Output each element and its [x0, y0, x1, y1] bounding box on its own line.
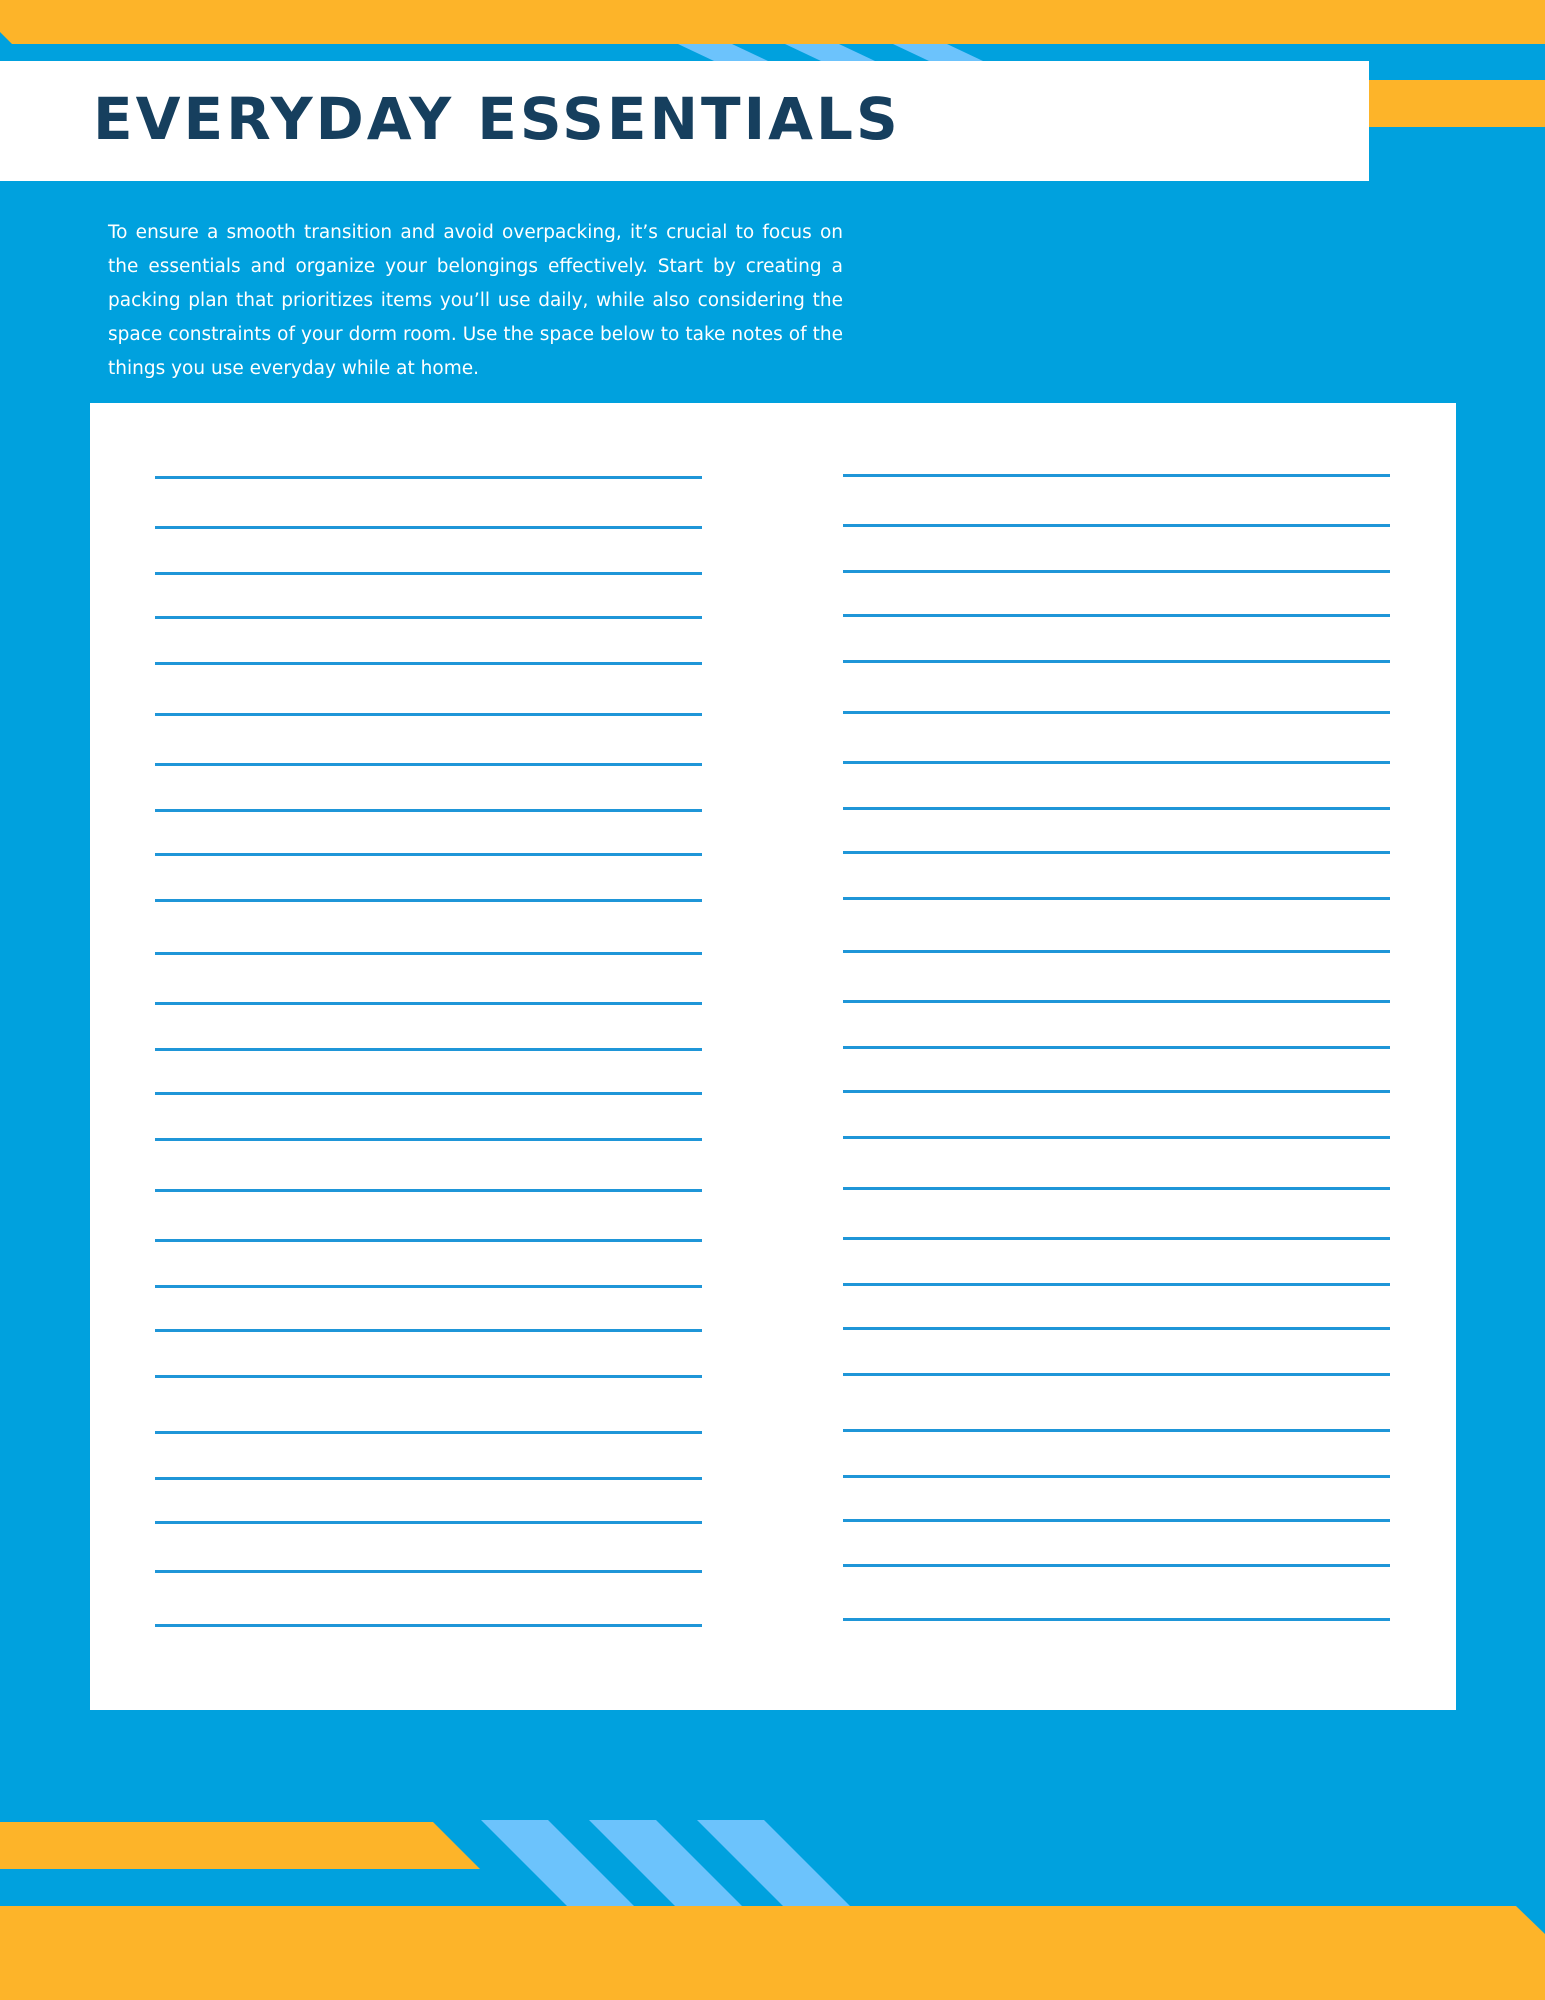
note-line-left-10[interactable]	[155, 899, 702, 902]
note-line-left-20[interactable]	[155, 1375, 702, 1378]
note-line-left-24[interactable]	[155, 1570, 702, 1573]
note-line-left-9[interactable]	[155, 853, 702, 856]
note-line-right-13[interactable]	[843, 1046, 1390, 1049]
note-line-left-12[interactable]	[155, 1002, 702, 1005]
note-line-left-22[interactable]	[155, 1477, 702, 1480]
note-line-left-4[interactable]	[155, 616, 702, 619]
note-line-right-1[interactable]	[843, 474, 1390, 477]
note-line-right-24[interactable]	[843, 1564, 1390, 1567]
note-line-right-7[interactable]	[843, 761, 1390, 764]
note-line-left-1[interactable]	[155, 476, 702, 479]
note-line-left-8[interactable]	[155, 809, 702, 812]
note-line-left-21[interactable]	[155, 1431, 702, 1434]
note-line-right-19[interactable]	[843, 1327, 1390, 1330]
notes-panel	[90, 403, 1456, 1710]
bottom-left-orange-bar	[0, 1822, 480, 1869]
note-line-left-2[interactable]	[155, 526, 702, 529]
note-line-left-3[interactable]	[155, 572, 702, 575]
note-line-right-12[interactable]	[843, 1000, 1390, 1003]
top-right-orange-bar	[1369, 80, 1545, 127]
top-stripe-2	[785, 44, 875, 61]
note-line-left-13[interactable]	[155, 1048, 702, 1051]
bottom-orange-band	[0, 1906, 1545, 2000]
note-line-right-23[interactable]	[843, 1519, 1390, 1522]
note-line-right-6[interactable]	[843, 711, 1390, 714]
note-line-right-16[interactable]	[843, 1187, 1390, 1190]
note-line-left-16[interactable]	[155, 1189, 702, 1192]
note-line-left-7[interactable]	[155, 763, 702, 766]
note-line-right-15[interactable]	[843, 1136, 1390, 1139]
note-line-right-22[interactable]	[843, 1475, 1390, 1478]
note-line-right-20[interactable]	[843, 1373, 1390, 1376]
note-line-right-8[interactable]	[843, 807, 1390, 810]
note-line-left-6[interactable]	[155, 713, 702, 716]
note-line-left-18[interactable]	[155, 1285, 702, 1288]
top-stripe-3	[893, 44, 983, 61]
note-line-right-14[interactable]	[843, 1090, 1390, 1093]
note-line-right-4[interactable]	[843, 614, 1390, 617]
page-title: EVERYDAY ESSENTIALS	[93, 85, 901, 153]
top-stripe-1	[678, 44, 768, 61]
note-line-right-3[interactable]	[843, 570, 1390, 573]
note-line-right-18[interactable]	[843, 1283, 1390, 1286]
note-line-right-9[interactable]	[843, 851, 1390, 854]
note-line-left-25[interactable]	[155, 1624, 702, 1627]
note-line-left-5[interactable]	[155, 662, 702, 665]
note-line-right-25[interactable]	[843, 1618, 1390, 1621]
note-line-left-19[interactable]	[155, 1329, 702, 1332]
note-line-right-21[interactable]	[843, 1429, 1390, 1432]
note-line-right-5[interactable]	[843, 660, 1390, 663]
note-line-right-10[interactable]	[843, 897, 1390, 900]
note-line-left-17[interactable]	[155, 1239, 702, 1242]
note-line-right-11[interactable]	[843, 950, 1390, 953]
top-orange-band	[0, 0, 1545, 44]
note-line-left-23[interactable]	[155, 1521, 702, 1524]
note-line-left-14[interactable]	[155, 1092, 702, 1095]
note-line-right-17[interactable]	[843, 1237, 1390, 1240]
note-line-left-11[interactable]	[155, 952, 702, 955]
note-line-right-2[interactable]	[843, 524, 1390, 527]
intro-paragraph: To ensure a smooth transition and avoid overpacking, it’s crucial to focus on the essentials and organize your belongings effectively. Start by creating a packing plan that prioritizes items you’ll use daily, while also considering the space constraints of your dorm room. Use the space below to take notes of the things you use everyday while at home.	[108, 222, 843, 379]
note-line-left-15[interactable]	[155, 1138, 702, 1141]
